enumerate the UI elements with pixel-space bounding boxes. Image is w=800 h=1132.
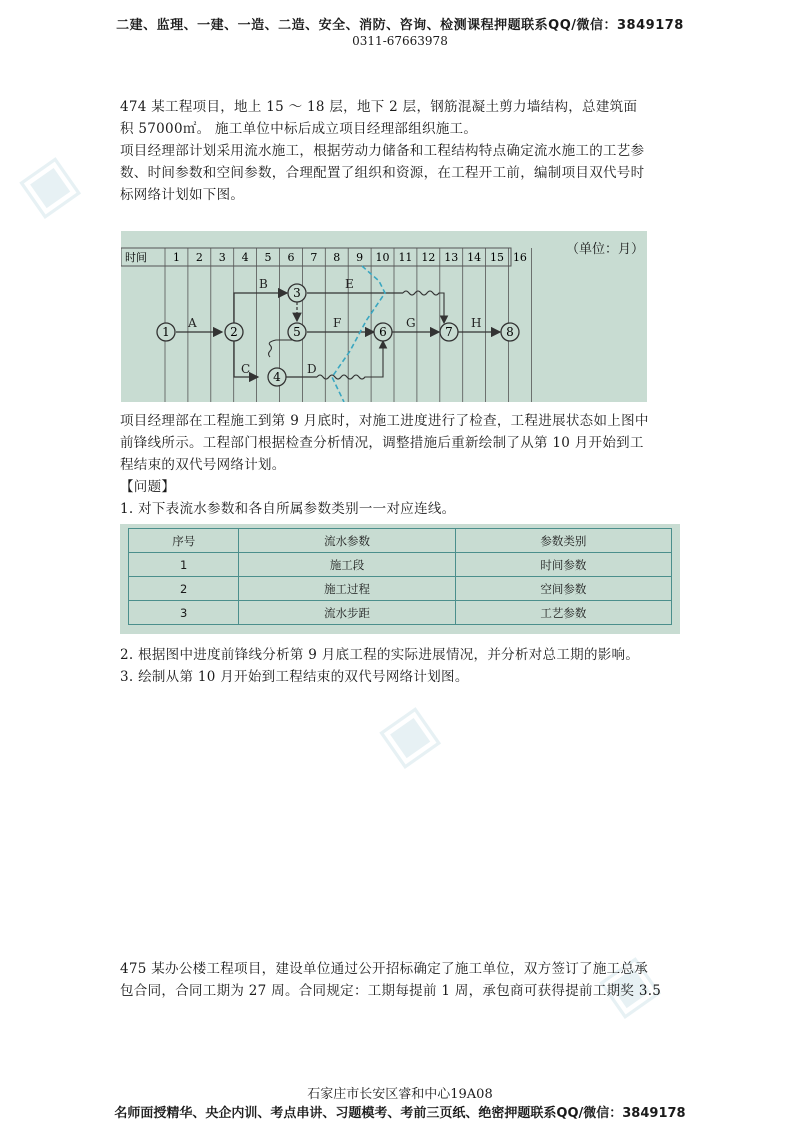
node-label: 8 (506, 325, 514, 339)
q475-line1: 475 某办公楼工程项目，建设单位通过公开招标确定了施工单位，双方签订了施工总承 (120, 961, 649, 977)
month-label: 3 (218, 251, 226, 264)
unit-label: （单位：月） (566, 242, 645, 257)
month-label: 11 (398, 251, 413, 264)
month-label: 14 (467, 251, 482, 264)
table-header-cell: 流水参数 (239, 529, 455, 553)
table-cell: 流水步距 (239, 601, 455, 625)
footer-address: 石家庄市长安区睿和中心19A08 (307, 1087, 493, 1102)
node-label: 6 (379, 325, 387, 339)
table-header-cell: 参数类别 (455, 529, 671, 553)
table-cell: 1 (129, 553, 239, 577)
month-label: 13 (444, 251, 459, 264)
table-cell: 2 (129, 577, 239, 601)
q474-intro-line1: 474 某工程项目，地上 15 ～ 18 层，地下 2 层，钢筋混凝土剪力墙结构，总建筑面 (120, 99, 638, 115)
table-row (129, 577, 672, 601)
table-cell: 空间参数 (455, 577, 671, 601)
q474-check (120, 410, 688, 520)
activity-b-arrow (234, 293, 287, 324)
watermark-logo: ▣ (365, 690, 450, 778)
q474-check-line3: 程结束的双代号网络计划。 (120, 457, 286, 473)
table-row (129, 601, 672, 625)
activity-d-label: D (307, 362, 317, 376)
table-cell: 施工过程 (239, 577, 455, 601)
table-cell: 时间参数 (455, 553, 671, 577)
question-1: 1. 对下表流水参数和各自所属参数类别一一对应连线。 (120, 501, 456, 517)
activity-b-label: B (259, 277, 268, 291)
q475-line2: 包合同，合同工期为 27 周。合同规定：工期每提前 1 周，承包商可获得提前工期奖 3.5 (120, 983, 662, 999)
q474-intro-line2: 积 57000㎡。 施工单位中标后成立项目经理部组织施工。 (120, 121, 478, 137)
q474-check-line2: 前锋线所示。工程部门根据检查分析情况，调整措施后重新绘制了从第 10 月开始到工 (120, 435, 644, 451)
q474-more-questions (120, 644, 700, 688)
q475-intro (120, 958, 688, 1002)
question-2: 2. 根据图中进度前锋线分析第 9 月底工程的实际进展情况，并分析对总工期的影响。 (120, 647, 640, 663)
activity-g-label: G (406, 316, 416, 330)
month-label: 4 (241, 251, 249, 264)
node-label: 4 (273, 370, 281, 384)
table-cell: 3 (129, 601, 239, 625)
network-nodes (157, 284, 519, 386)
activity-e-label: E (345, 277, 354, 291)
questions-heading: 【问题】 (120, 479, 176, 495)
question-3: 3. 绘制从第 10 月开始到工程结束的双代号网络计划图。 (120, 669, 469, 685)
month-label: 16 (512, 251, 527, 264)
month-label: 12 (421, 251, 436, 264)
watermark-logo: ▣ (5, 140, 90, 228)
time-header-label: 时间 (125, 251, 147, 264)
header-contact: 二建、监理、一建、一造、二造、安全、消防、咨询、检测课程押题联系QQ/微信：3849178 (116, 18, 684, 33)
footer-promo: 名师面授精华、央企内训、考点串讲、习题模考、考前三页纸、绝密押题联系QQ/微信：3849178 (114, 1106, 686, 1121)
node-label: 5 (293, 325, 301, 339)
month-label: 7 (310, 251, 318, 264)
table-header-row (129, 529, 672, 553)
table-header-cell: 序号 (129, 529, 239, 553)
month-label: 9 (356, 251, 364, 264)
wavy-d-line (317, 341, 383, 379)
month-label: 6 (287, 251, 295, 264)
node-label: 7 (445, 325, 453, 339)
q474-plan-line1: 项目经理部计划采用流水施工，根据劳动力储备和工程结构特点确定流水施工的工艺参 (120, 143, 645, 159)
activity-h-label: H (471, 316, 482, 330)
month-labels (173, 251, 527, 264)
activity-f-label: F (333, 316, 342, 330)
table-cell: 施工段 (239, 553, 455, 577)
month-label: 2 (195, 251, 203, 264)
activity-a-label: A (188, 316, 197, 330)
month-label: 8 (333, 251, 341, 264)
q474-intro (120, 96, 688, 206)
watermark-logo: ▣ (585, 940, 670, 1028)
q474-check-line1: 项目经理部在工程施工到第 9 月底时，对施工进度进行了检查，工程进展状态如上图中 (120, 413, 649, 429)
header-phone: 0311-67663978 (352, 34, 448, 48)
table-row (129, 553, 672, 577)
node-label: 3 (293, 286, 301, 300)
network-diagram (121, 231, 647, 402)
wavy-4-5-line (269, 340, 298, 357)
node-label: 1 (162, 325, 170, 339)
flow-parameter-table (120, 524, 680, 634)
node-label: 2 (230, 325, 238, 339)
month-label: 5 (264, 251, 272, 264)
month-label: 1 (172, 251, 180, 264)
q474-plan-line2: 数、时间参数和空间参数，合理配置了组织和资源，在工程开工前，编制项目双代号时 (120, 165, 645, 181)
month-label: 15 (490, 251, 505, 264)
table-cell: 工艺参数 (455, 601, 671, 625)
q474-plan-line3: 标网络计划如下图。 (120, 187, 245, 203)
activity-c-label: C (241, 362, 251, 376)
month-label: 10 (375, 251, 390, 264)
